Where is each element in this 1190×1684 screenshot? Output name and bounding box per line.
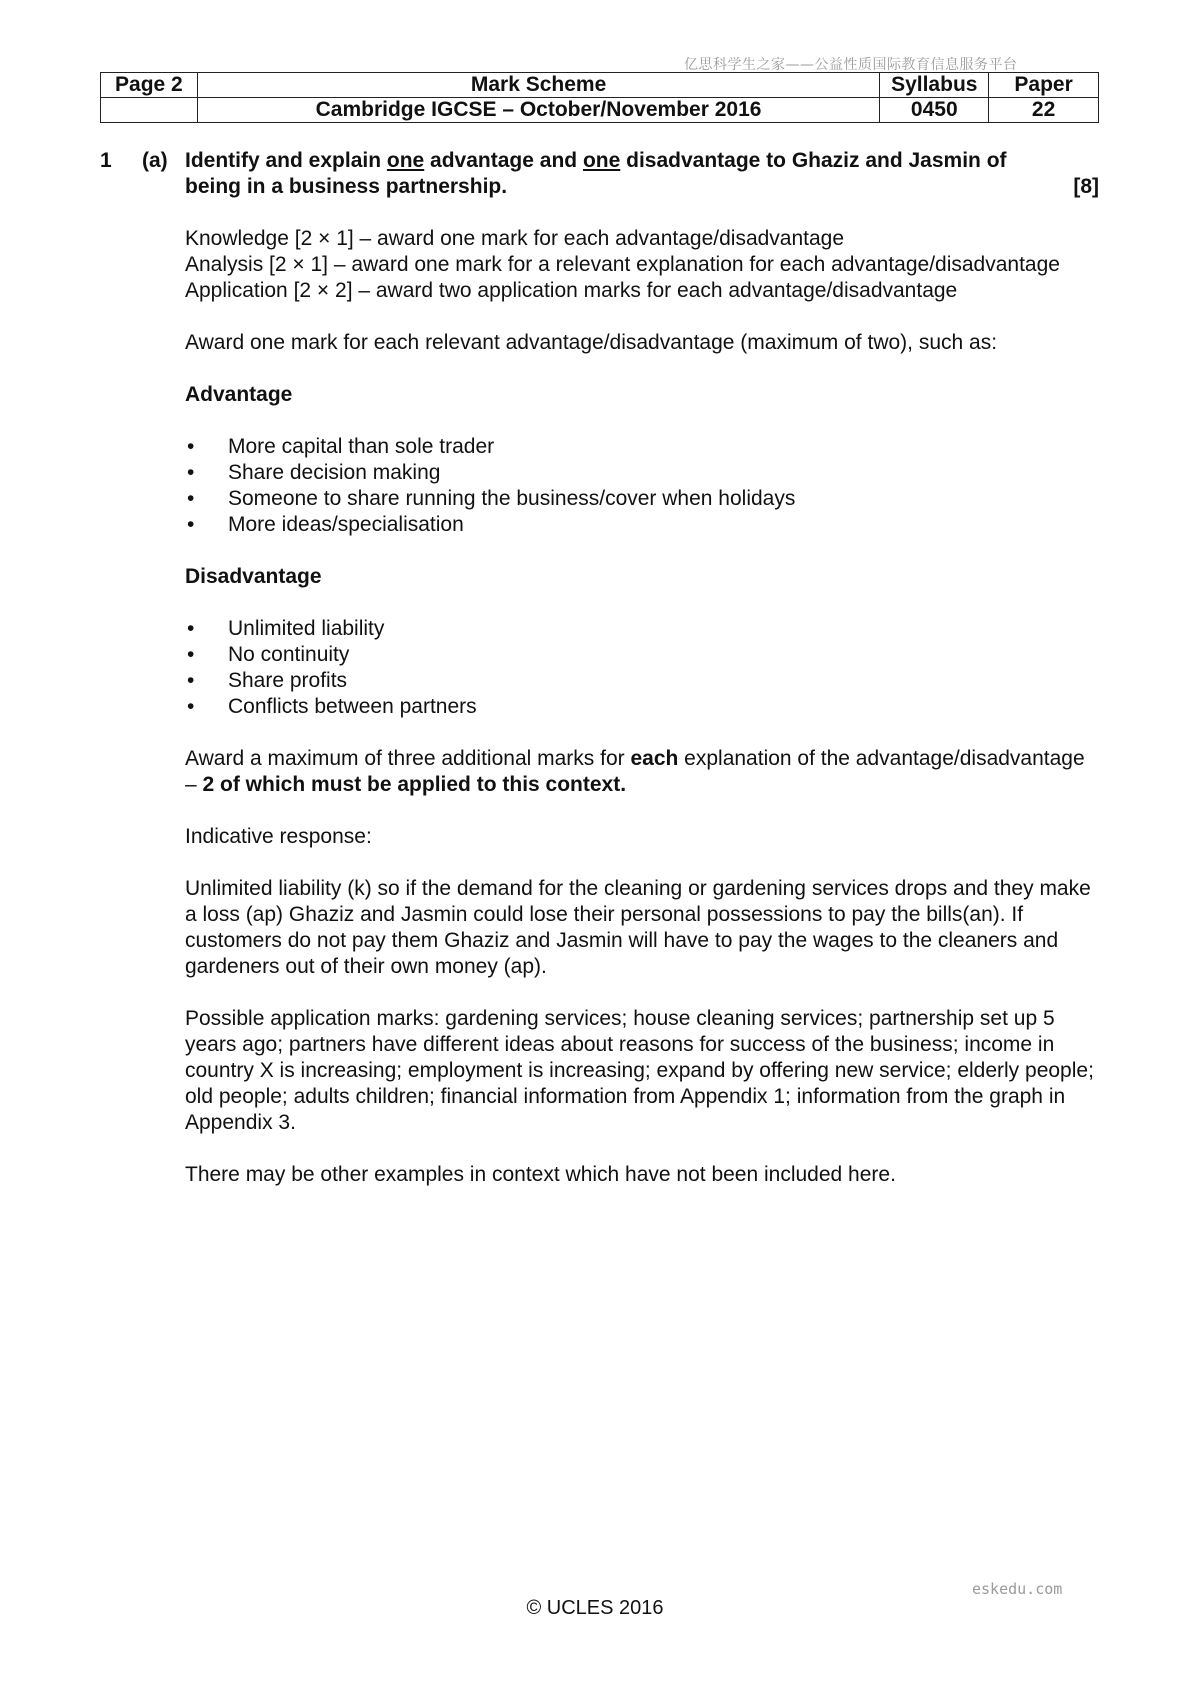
header-table <box>100 72 1099 123</box>
paper-code: 22 <box>989 98 1099 123</box>
page-number: Page 2 <box>101 73 198 98</box>
empty-cell <box>101 98 198 123</box>
criterion-application: Application [2 × 2] – award two application marks for each advantage/disadvantage <box>185 279 958 302</box>
disadvantage-list <box>185 616 1099 720</box>
question-text-2: advantage and <box>424 149 583 172</box>
document-title: Mark Scheme <box>197 73 880 98</box>
other-examples: There may be other examples in context which have not been included here. <box>185 1163 896 1186</box>
question-text <box>185 148 1045 200</box>
indicative-label: Indicative response: <box>185 825 372 848</box>
question-text-1: Identify and explain <box>185 149 387 172</box>
underlined-one-2: one <box>582 149 621 172</box>
indicative-response: Unlimited liability (k) so if the demand for the cleaning or gardening services drops and they make a loss (ap) Ghaziz and Jasmin could lose their personal possessions to pay the bills(an). If customers do not pay them Ghaziz and Jasmin will have to pay the wages to the cleaners and gardeners out of their own money (ap). <box>185 877 1091 978</box>
disadvantage-heading: Disadvantage <box>185 565 322 588</box>
list-item: • Conflicts between partners <box>185 694 1099 720</box>
question-part: (a) <box>142 149 168 172</box>
criterion-analysis: Analysis [2 × 1] – award one mark for a relevant explanation for each advantage/disadvantage <box>185 253 1060 276</box>
list-item: • Unlimited liability <box>185 616 1099 642</box>
question-number: 1 <box>100 149 112 172</box>
header-row-2 <box>101 98 1099 123</box>
watermark-top: 亿思科学生之家——公益性质国际教育信息服务平台 <box>684 57 1018 73</box>
list-item: • Share decision making <box>185 460 1099 486</box>
mark-scheme-body <box>185 226 1099 1214</box>
list-item: • Share profits <box>185 668 1099 694</box>
question-text-3: disadvantage to Ghaziz and Jasmin of being in a business partnership. <box>185 149 1007 198</box>
additional-bold-end: 2 of which must be applied to this context. <box>202 773 627 796</box>
list-item: • More capital than sole trader <box>185 434 1099 460</box>
copyright-footer: © UCLES 2016 <box>526 1597 664 1619</box>
watermark-bottom: eskedu.com <box>972 1580 1063 1598</box>
list-item: • More ideas/specialisation <box>185 512 1099 538</box>
advantage-list <box>185 434 1099 538</box>
paper-label: Paper <box>989 73 1099 98</box>
additional-each: each <box>630 747 679 770</box>
additional-text-1: Award a maximum of three additional marks for <box>185 747 631 770</box>
criteria-block <box>185 226 1099 304</box>
application-marks: Possible application marks: gardening services; house cleaning services; partnership set up 5 years ago; partners have different ideas about reasons for success of the business; income in country X is increasing; employment is increasing; expand by offering new service; elderly people; old people; adults children; financial information from Appendix 1; information from the graph in Appendix 3. <box>185 1007 1094 1134</box>
header-row-1 <box>101 73 1099 98</box>
syllabus-label: Syllabus <box>880 73 989 98</box>
list-item: • No continuity <box>185 642 1099 668</box>
advantage-heading: Advantage <box>185 383 293 406</box>
exam-session: Cambridge IGCSE – October/November 2016 <box>197 98 880 123</box>
syllabus-code: 0450 <box>880 98 989 123</box>
additional-marks-text <box>185 746 1099 798</box>
award-intro: Award one mark for each relevant advantage/disadvantage (maximum of two), such as: <box>185 331 998 354</box>
underlined-one-1: one <box>386 149 425 172</box>
list-item: • Someone to share running the business/cover when holidays <box>185 486 1099 512</box>
question-marks: [8] <box>1073 175 1099 198</box>
criterion-knowledge: Knowledge [2 × 1] – award one mark for each advantage/disadvantage <box>185 227 845 250</box>
additional-text-2: explanation of the advantage/disadvantage – <box>185 747 1085 796</box>
